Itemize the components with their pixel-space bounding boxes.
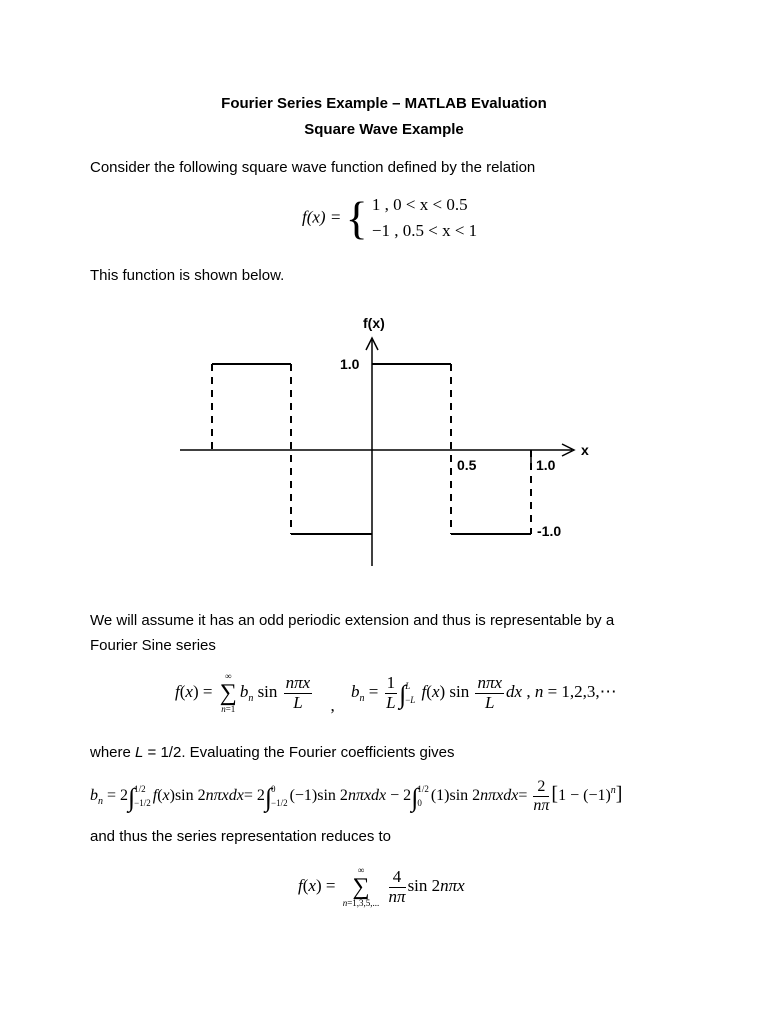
where-L: L (135, 744, 144, 761)
where-prefix: where (90, 744, 136, 761)
intro-paragraph: Consider the following square wave function defined by the relation (90, 159, 536, 176)
coefficient-equation: $b_n = 2\int$ 1/2 −1/2 f(x)sin 2nπxdx= 2∫ 0 −1/2 (−1)sin 2nπxdx − 2∫ 1/2 0 (1)sin 2nπxdx= $\frac{2}{n\pi}$ $[1 - (-1)^n]$ (90, 778, 623, 814)
sine-series-equation: f(x) = ∞ ∑ n=1 $b_n$ sin $\frac{\text{nπx}}{L}$ , $b_n$ = $\frac{1}{L}$ ∫ L −L f(x) sin $\frac{\text{nπx}}{L}$ dx , n = 1,2,3,⋯ (175, 671, 617, 715)
x-axis-label: x (581, 442, 589, 458)
thus-paragraph: and thus the series representation reduces to (90, 828, 392, 845)
shown-paragraph: This function is shown below. (90, 267, 285, 284)
piecewise-cases (372, 192, 477, 245)
assume-line-1: We will assume it has an odd periodic extension and thus is representable by a (90, 612, 615, 629)
tick-0-5-label: 0.5 (457, 457, 477, 473)
assume-line-2: Fourier Sine series (90, 637, 216, 654)
level-high-label: 1.0 (340, 356, 360, 372)
piecewise-brace: { (345, 192, 368, 244)
reduced-series-equation: f(x) = ∞ ∑ n=1,3,5,... $\frac{4}{n\pi}$ sin 2nπx (298, 865, 465, 908)
where-paragraph (90, 744, 455, 761)
where-suffix: = 1/2. Evaluating the Fourier coefficients gives (143, 744, 455, 761)
piecewise-equation (302, 192, 477, 245)
page-subtitle: Square Wave Example (304, 121, 464, 138)
y-axis-label: f(x) (363, 315, 385, 331)
square-wave-graph (0, 300, 768, 590)
page-title: Fourier Series Example – MATLAB Evaluation (221, 95, 547, 112)
piecewise-case-2: −1 , 0.5 < x < 1 (371, 221, 478, 241)
piecewise-case-1: 1 , 0 < x < 0.5 (371, 195, 468, 214)
level-low-label: -1.0 (537, 523, 562, 539)
piecewise-lhs: f(x) = (302, 207, 342, 227)
tick-1-0-label: 1.0 (536, 457, 556, 473)
